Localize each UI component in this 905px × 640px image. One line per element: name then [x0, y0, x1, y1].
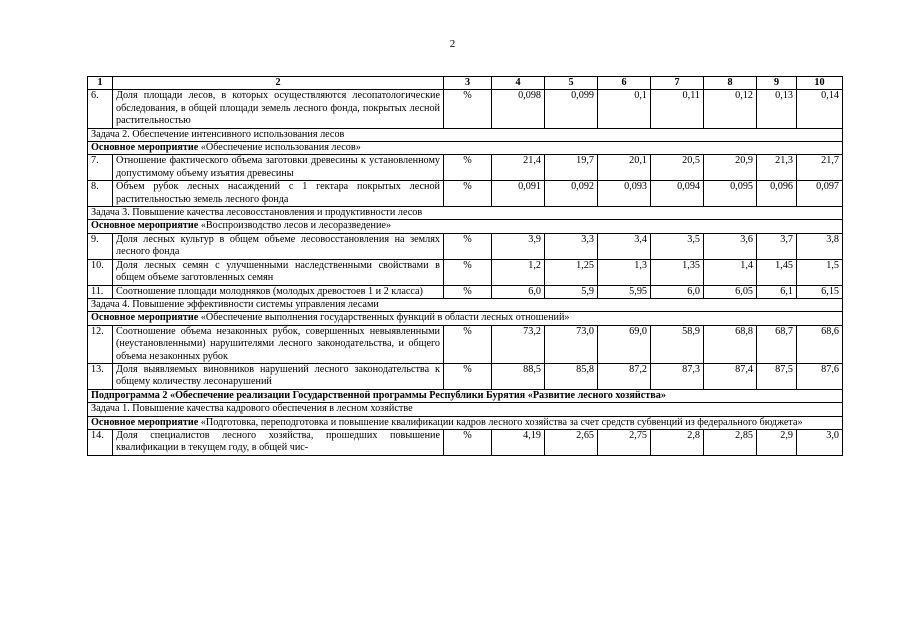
indicator-row	[88, 233, 843, 259]
unit-cell: %	[444, 429, 492, 455]
header-cell: 4	[492, 77, 545, 90]
indicator-name: Соотношение объема незаконных рубок, совершенных невыявленными (неустановленными) нарушителями лесного законодательства, и общего объема незаконных рубок	[113, 325, 444, 363]
row-number: 9.	[88, 233, 113, 259]
task-title: Задача 1. Повышение качества кадрового обеспечения в лесном хозяйстве	[88, 403, 843, 416]
value-cell: 2,75	[598, 429, 651, 455]
value-cell: 1,3	[598, 259, 651, 285]
header-cell: 7	[651, 77, 704, 90]
header-row	[88, 77, 843, 90]
header-cell: 6	[598, 77, 651, 90]
header-cell: 8	[704, 77, 757, 90]
value-cell: 20,9	[704, 155, 757, 181]
value-cell: 2,65	[545, 429, 598, 455]
indicator-row	[88, 285, 843, 298]
value-cell: 6,0	[651, 285, 704, 298]
indicator-row	[88, 363, 843, 389]
row-number: 6.	[88, 90, 113, 128]
task-row	[88, 128, 843, 141]
main-activity-row	[88, 220, 843, 233]
unit-cell: %	[444, 233, 492, 259]
page-number: 2	[449, 38, 456, 50]
value-cell: 21,4	[492, 155, 545, 181]
header-cell: 3	[444, 77, 492, 90]
unit-cell: %	[444, 363, 492, 389]
value-cell: 0,14	[797, 90, 843, 128]
indicator-row	[88, 90, 843, 128]
main-activity-label: Основное мероприятие	[91, 416, 199, 428]
value-cell: 0,11	[651, 90, 704, 128]
value-cell: 0,095	[704, 181, 757, 207]
value-cell: 20,5	[651, 155, 704, 181]
subprogram-row	[88, 389, 843, 402]
indicators-table	[87, 76, 843, 456]
main-activity-title: «Подготовка, переподготовка и повышение квалификации кадров лесного хозяйства за счет средств субвенций из федерального бюджета»	[200, 416, 803, 428]
indicator-row	[88, 259, 843, 285]
main-activity-row	[88, 142, 843, 155]
main-activity-label: Основное мероприятие	[91, 220, 199, 232]
value-cell: 0,091	[492, 181, 545, 207]
task-title: Задача 4. Повышение эффективности системы управления лесами	[88, 298, 843, 311]
value-cell: 0,12	[704, 90, 757, 128]
value-cell: 0,094	[651, 181, 704, 207]
main-activity-title: «Воспроизводство лесов и лесоразведение»	[200, 220, 392, 232]
value-cell: 2,8	[651, 429, 704, 455]
value-cell: 3,0	[797, 429, 843, 455]
value-cell: 0,097	[797, 181, 843, 207]
row-number: 13.	[88, 363, 113, 389]
main-activity-label: Основное мероприятие	[91, 142, 199, 154]
value-cell: 3,4	[598, 233, 651, 259]
value-cell: 69,0	[598, 325, 651, 363]
value-cell: 0,098	[492, 90, 545, 128]
task-row	[88, 298, 843, 311]
main-activity-label: Основное мероприятие	[91, 312, 199, 324]
value-cell: 21,7	[797, 155, 843, 181]
unit-cell: %	[444, 259, 492, 285]
header-cell: 5	[545, 77, 598, 90]
value-cell: 0,1	[598, 90, 651, 128]
main-activity-cell	[88, 416, 843, 429]
header-cell: 2	[113, 77, 444, 90]
value-cell: 87,2	[598, 363, 651, 389]
task-title: Задача 3. Повышение качества лесовосстановления и продуктивности лесов	[88, 207, 843, 220]
indicator-row	[88, 181, 843, 207]
value-cell: 3,9	[492, 233, 545, 259]
indicator-name: Объем рубок лесных насаждений с 1 гектара покрытых лесной растительностью земель лесного фонда	[113, 181, 444, 207]
value-cell: 1,45	[757, 259, 797, 285]
value-cell: 19,7	[545, 155, 598, 181]
unit-cell: %	[444, 285, 492, 298]
value-cell: 6,05	[704, 285, 757, 298]
value-cell: 0,099	[545, 90, 598, 128]
value-cell: 1,4	[704, 259, 757, 285]
value-cell: 20,1	[598, 155, 651, 181]
header-cell: 1	[88, 77, 113, 90]
value-cell: 1,25	[545, 259, 598, 285]
value-cell: 68,6	[797, 325, 843, 363]
value-cell: 0,092	[545, 181, 598, 207]
main-activity-cell	[88, 312, 843, 325]
row-number: 14.	[88, 429, 113, 455]
header-cell: 10	[797, 77, 843, 90]
row-number: 8.	[88, 181, 113, 207]
indicator-name: Доля лесных семян с улучшенными наследственными свойствами в общем объеме заготовленных семян	[113, 259, 444, 285]
value-cell: 68,8	[704, 325, 757, 363]
value-cell: 1,35	[651, 259, 704, 285]
value-cell: 3,3	[545, 233, 598, 259]
indicator-row	[88, 429, 843, 455]
indicator-row	[88, 155, 843, 181]
value-cell: 0,096	[757, 181, 797, 207]
row-number: 12.	[88, 325, 113, 363]
row-number: 11.	[88, 285, 113, 298]
value-cell: 3,8	[797, 233, 843, 259]
value-cell: 73,0	[545, 325, 598, 363]
main-activity-row	[88, 312, 843, 325]
value-cell: 6,15	[797, 285, 843, 298]
value-cell: 5,95	[598, 285, 651, 298]
unit-cell: %	[444, 90, 492, 128]
indicator-name: Соотношение площади молодняков (молодых древостоев 1 и 2 класса)	[113, 285, 444, 298]
indicator-name: Доля площади лесов, в которых осуществляются лесопатологические обследования, в общей площади земель лесного фонда, покрытых лесной растительностью	[113, 90, 444, 128]
value-cell: 4,19	[492, 429, 545, 455]
value-cell: 87,6	[797, 363, 843, 389]
value-cell: 88,5	[492, 363, 545, 389]
value-cell: 3,5	[651, 233, 704, 259]
task-row	[88, 207, 843, 220]
indicator-row	[88, 325, 843, 363]
value-cell: 0,13	[757, 90, 797, 128]
value-cell: 85,8	[545, 363, 598, 389]
value-cell: 3,6	[704, 233, 757, 259]
value-cell: 21,3	[757, 155, 797, 181]
value-cell: 87,4	[704, 363, 757, 389]
unit-cell: %	[444, 155, 492, 181]
row-number: 7.	[88, 155, 113, 181]
value-cell: 2,85	[704, 429, 757, 455]
indicator-name: Доля специалистов лесного хозяйства, прошедших повышение квалификации в текущем году, в общей чис-	[113, 429, 444, 455]
value-cell: 6,1	[757, 285, 797, 298]
indicator-name: Отношение фактического объема заготовки древесины к установленному допустимому объему изъятия древесины	[113, 155, 444, 181]
main-activity-title: «Обеспечение выполнения государственных функций в области лесных отношений»	[200, 312, 570, 324]
value-cell: 6,0	[492, 285, 545, 298]
value-cell: 87,5	[757, 363, 797, 389]
value-cell: 1,5	[797, 259, 843, 285]
main-activity-row	[88, 416, 843, 429]
value-cell: 73,2	[492, 325, 545, 363]
header-cell: 9	[757, 77, 797, 90]
value-cell: 2,9	[757, 429, 797, 455]
row-number: 10.	[88, 259, 113, 285]
main-activity-title: «Обеспечение использования лесов»	[200, 142, 361, 154]
value-cell: 87,3	[651, 363, 704, 389]
main-activity-cell	[88, 220, 843, 233]
value-cell: 3,7	[757, 233, 797, 259]
value-cell: 5,9	[545, 285, 598, 298]
value-cell: 1,2	[492, 259, 545, 285]
value-cell: 68,7	[757, 325, 797, 363]
unit-cell: %	[444, 325, 492, 363]
task-title: Задача 2. Обеспечение интенсивного использования лесов	[88, 128, 843, 141]
value-cell: 0,093	[598, 181, 651, 207]
main-activity-cell	[88, 142, 843, 155]
indicator-name: Доля выявляемых виновников нарушений лесного законодательства к общему количеству лесонарушений	[113, 363, 444, 389]
indicator-name: Доля лесных культур в общем объеме лесовосстановления на землях лесного фонда	[113, 233, 444, 259]
subprogram-title: Подпрограмма 2 «Обеспечение реализации Государственной программы Республики Бурятия «Развитие лесного хозяйства»	[88, 389, 843, 402]
task-row	[88, 403, 843, 416]
value-cell: 58,9	[651, 325, 704, 363]
unit-cell: %	[444, 181, 492, 207]
